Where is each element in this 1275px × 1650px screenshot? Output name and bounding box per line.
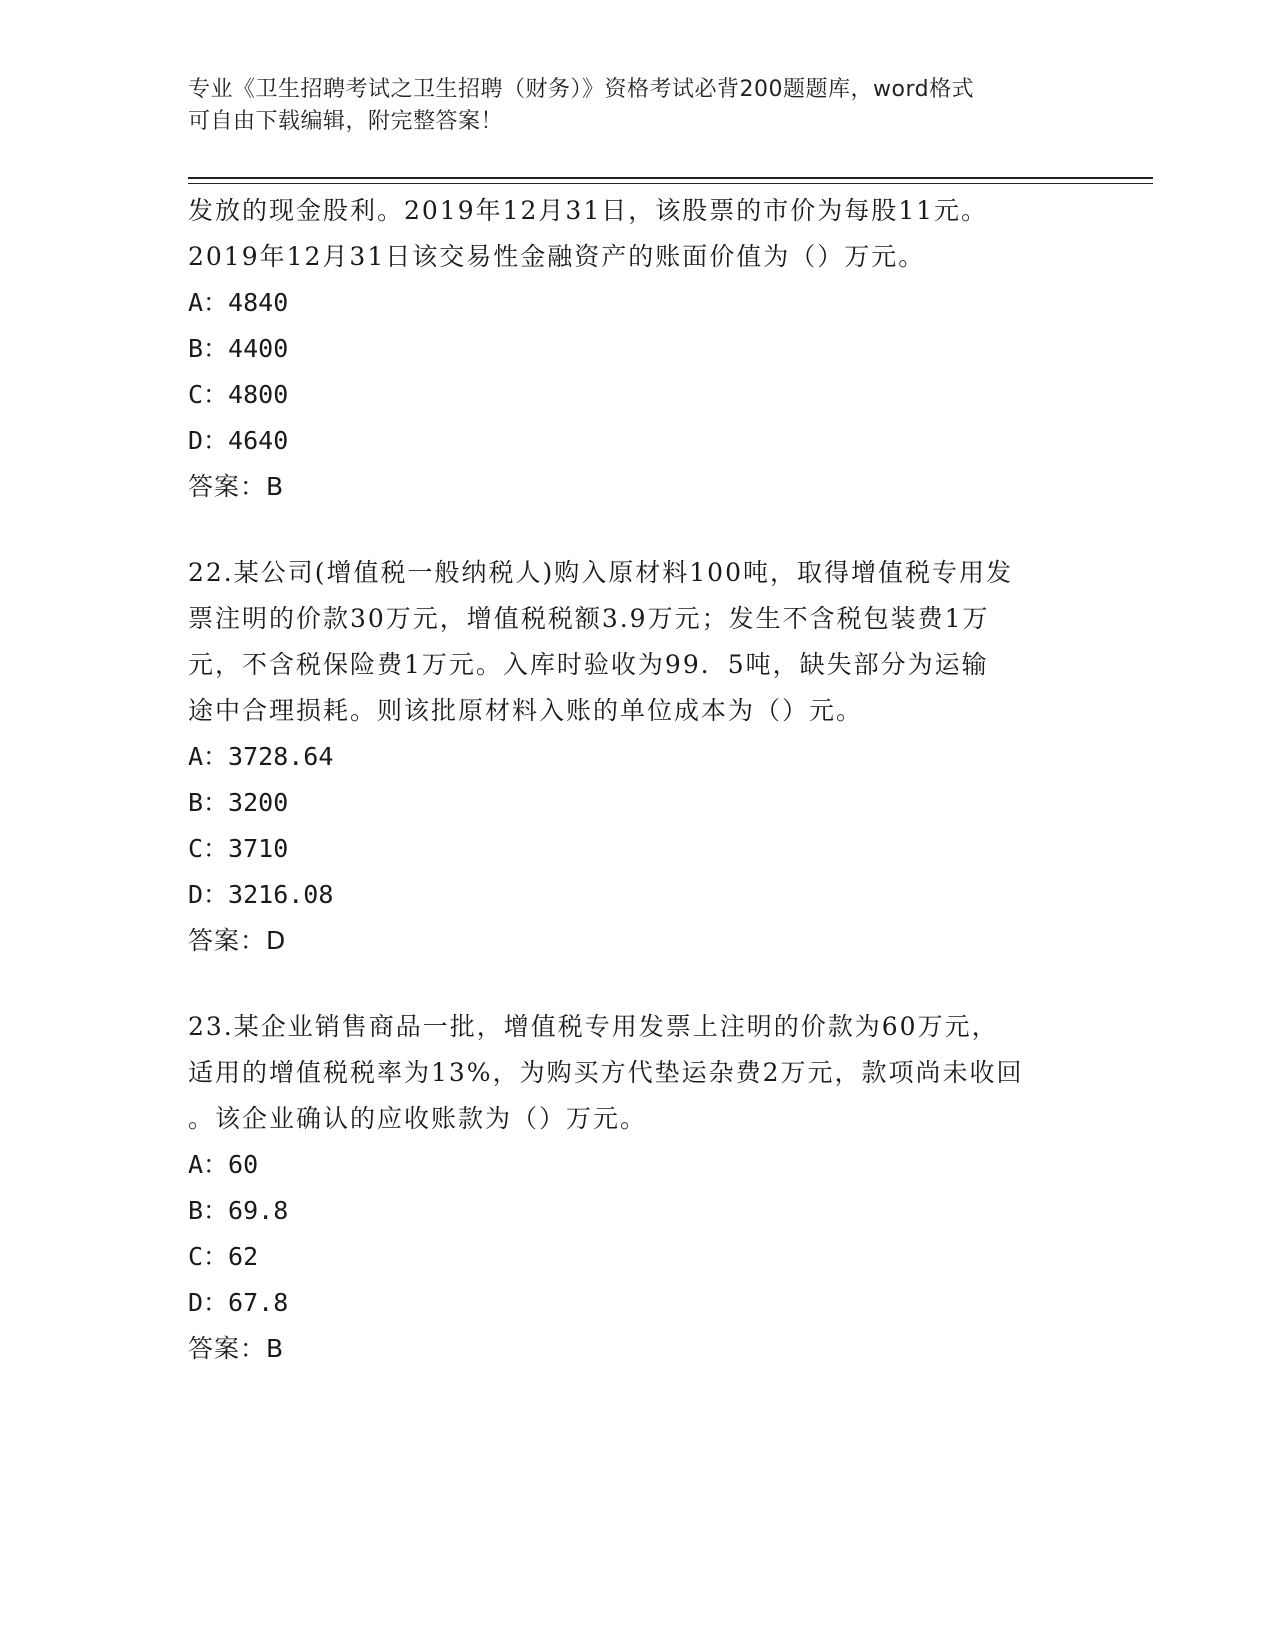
option-a: A：4840 [188, 288, 289, 317]
option-d: D：3216.08 [188, 880, 334, 909]
header-title-line-2: 可自由下载编辑，附完整答案！ [188, 109, 504, 134]
header-divider-thick [188, 177, 1153, 179]
option-b: B：69.8 [188, 1196, 289, 1225]
answer-line: 答案：B [188, 472, 285, 501]
question-text-line: 票注明的价款30万元，增值税税额3.9万元；发生不含税包装费1万 [188, 604, 990, 633]
question-list [188, 188, 1088, 1372]
option-c: C：3710 [188, 834, 289, 863]
question-text-line: 2019年12月31日该交易性金融资产的账面价值为（）万元。 [188, 242, 926, 271]
question-text-line: 发放的现金股利。2019年12月31日，该股票的市价为每股11元。 [188, 196, 989, 225]
answer-line: 答案：B [188, 1334, 285, 1363]
option-a: A：3728.64 [188, 742, 334, 771]
option-c: C：4800 [188, 380, 289, 409]
question-text-line: 23.某企业销售商品一批，增值税专用发票上注明的价款为60万元， [188, 1012, 999, 1041]
header-divider-thin [188, 183, 1153, 184]
question-text-line: 途中合理损耗。则该批原材料入账的单位成本为（）元。 [188, 696, 864, 725]
question-22 [188, 550, 1088, 964]
header-title-line-1: 专业《卫生招聘考试之卫生招聘（财务）》资格考试必背200题题库，word格式 [188, 77, 975, 102]
option-a: A：60 [188, 1150, 259, 1179]
answer-line: 答案：D [188, 926, 287, 955]
question-23 [188, 1004, 1088, 1372]
option-b: B：3200 [188, 788, 289, 817]
option-d: D：4640 [188, 426, 289, 455]
question-text-line: 元，不含税保险费1万元。入库时验收为99．5吨，缺失部分为运输 [188, 650, 989, 679]
question-text-line: 。该企业确认的应收账款为（）万元。 [188, 1104, 648, 1133]
option-d: D：67.8 [188, 1288, 289, 1317]
question-text-line: 22.某公司(增值税一般纳税人)购入原材料100吨，取得增值税专用发 [188, 558, 1013, 587]
option-c: C：62 [188, 1242, 259, 1271]
question-text-line: 适用的增值税税率为13%，为购买方代垫运杂费2万元，款项尚未收回 [188, 1058, 1024, 1087]
option-b: B：4400 [188, 334, 289, 363]
question-21 [188, 188, 1088, 510]
question-spacer [188, 510, 1088, 550]
document-header [188, 74, 1088, 138]
question-spacer [188, 964, 1088, 1004]
